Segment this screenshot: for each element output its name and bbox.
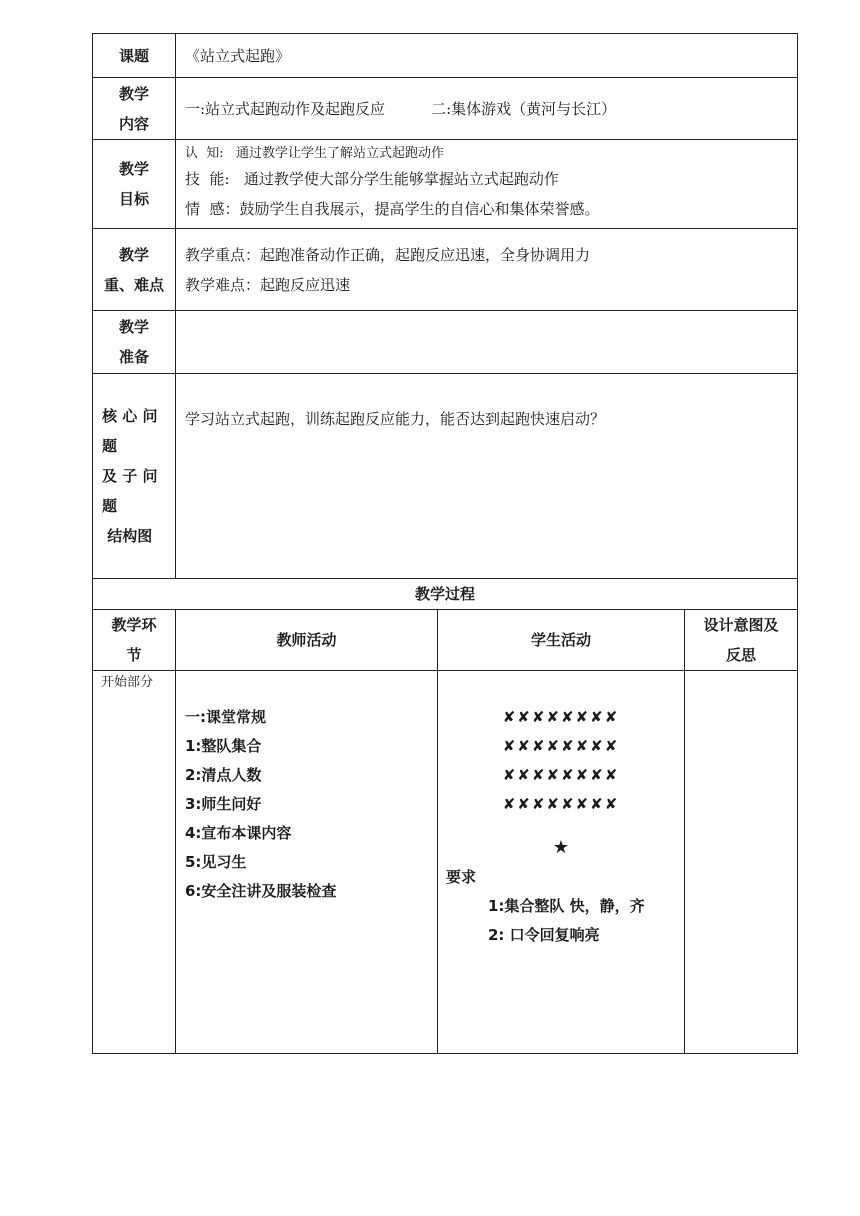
formation-row: ✘✘✘✘✘✘✘✘ <box>502 737 620 755</box>
content-label-line2: 内容 <box>118 114 149 133</box>
teacher-item: 4:宣布本课内容 <box>185 824 292 842</box>
lesson-plan-sheet <box>92 33 797 1054</box>
requirement-item: 2: 口令回复响亮 <box>488 926 600 944</box>
core-row <box>93 374 798 579</box>
core-label-line3: 及 子 问 <box>102 467 158 485</box>
content-label <box>93 78 176 140</box>
content-label-line1: 教学 <box>118 84 149 103</box>
content-row <box>93 78 798 140</box>
goals-label-line1: 教学 <box>118 160 149 178</box>
keypoints-label-line2: 重、难点 <box>103 275 164 294</box>
keypoints-focus: 教学重点：起跑准备动作正确，起跑反应迅速，全身协调用力 <box>185 246 591 264</box>
goals-value <box>176 140 798 229</box>
prep-value <box>176 311 798 374</box>
prep-row <box>93 311 798 374</box>
core-label-line2: 题 <box>102 437 118 455</box>
requirement-item: 1:集合整队 快，静，齐 <box>488 897 645 915</box>
prep-label-line1: 教学 <box>118 318 149 336</box>
teacher-item: 一:课堂常规 <box>185 708 266 726</box>
prep-label-line2: 准备 <box>118 348 149 366</box>
content-value <box>176 78 798 140</box>
header-stage <box>93 610 176 671</box>
lesson-plan-table <box>92 33 798 1054</box>
core-label <box>93 374 176 579</box>
teacher-item: 5:见习生 <box>185 853 247 871</box>
goals-label <box>93 140 176 229</box>
formation-row: ✘✘✘✘✘✘✘✘ <box>502 766 620 784</box>
header-design-line2: 反思 <box>726 646 757 664</box>
keypoints-value <box>176 229 798 311</box>
teacher-item: 1:整队集合 <box>185 737 262 755</box>
keypoints-difficulty: 教学难点：起跑反应迅速 <box>185 276 351 294</box>
keypoints-label-line1: 教学 <box>118 245 149 264</box>
goals-cognition: 认 知: 通过教学让学生了解站立式起跑动作 <box>185 146 445 161</box>
student-activity-cell <box>438 671 685 1054</box>
header-teacher: 教师活动 <box>176 610 438 671</box>
opening-row <box>93 671 798 1054</box>
stage-name: 开始部分 <box>101 675 154 690</box>
core-value: 学习站立式起跑，训练起跑反应能力，能否达到起跑快速启动？ <box>176 374 798 579</box>
core-label-line4: 题 <box>102 497 118 515</box>
topic-label: 课题 <box>93 34 176 78</box>
design-note-cell <box>685 671 798 1054</box>
core-label-line1: 核 心 问 <box>102 407 158 425</box>
topic-value: 《站立式起跑》 <box>176 34 798 78</box>
teacher-item: 6:安全注讲及服装检查 <box>185 882 337 900</box>
teacher-star-icon: ★ <box>552 837 570 858</box>
header-student: 学生活动 <box>438 610 685 671</box>
process-title: 教学过程 <box>93 579 798 610</box>
content-item-2: 二:集体游戏（黄河与长江） <box>431 99 617 118</box>
prep-label <box>93 311 176 374</box>
topic-row <box>93 34 798 78</box>
formation-row: ✘✘✘✘✘✘✘✘ <box>502 708 620 726</box>
requirement-label: 要求 <box>446 868 477 886</box>
header-stage-line1: 教学环 <box>111 616 157 634</box>
stage-cell <box>93 671 176 1054</box>
keypoints-label <box>93 229 176 311</box>
content-item-1: 一:站立式起跑动作及起跑反应 <box>185 99 386 118</box>
goals-skill: 技 能: 通过教学使大部分学生能够掌握站立式起跑动作 <box>185 170 559 188</box>
header-design-line1: 设计意图及 <box>703 616 779 634</box>
process-header-row <box>93 610 798 671</box>
student-activity <box>438 671 684 950</box>
keypoints-row <box>93 229 798 311</box>
process-title-row <box>93 579 798 610</box>
teacher-activity-list <box>176 671 437 906</box>
header-stage-line2: 节 <box>126 646 142 664</box>
goals-label-line2: 目标 <box>118 190 149 208</box>
header-design <box>685 610 798 671</box>
teacher-activity-cell <box>176 671 438 1054</box>
goals-emotion: 情 感：鼓励学生自我展示，提高学生的自信心和集体荣誉感。 <box>185 200 600 218</box>
goals-row <box>93 140 798 229</box>
teacher-item: 3:师生问好 <box>185 795 262 813</box>
formation-row: ✘✘✘✘✘✘✘✘ <box>502 795 620 813</box>
teacher-item: 2:清点人数 <box>185 766 262 784</box>
core-label-line5: 结构图 <box>102 527 153 545</box>
